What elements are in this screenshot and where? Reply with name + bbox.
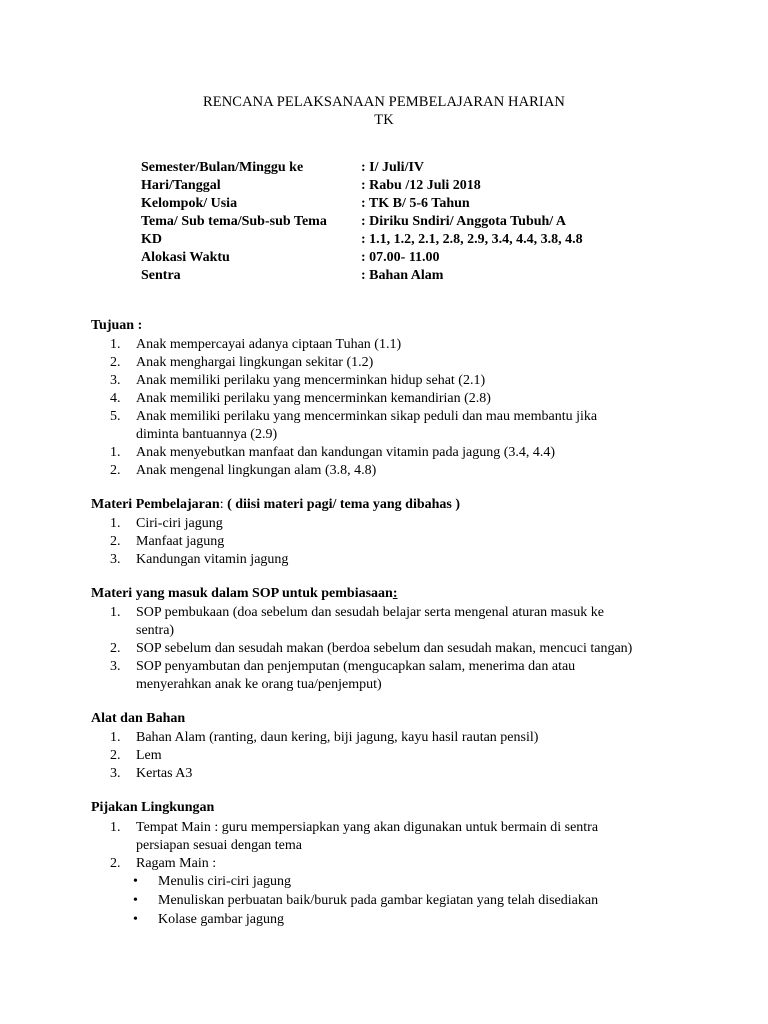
section-heading-sop (91, 586, 398, 602)
list-number: 4. (110, 391, 121, 406)
list-number: 2. (110, 534, 121, 549)
list-text: Kandungan vitamin jagung (136, 552, 289, 567)
list-number: 2. (110, 856, 121, 871)
heading-note: ( diisi materi pagi/ tema yang dibahas ) (227, 497, 461, 512)
list-text: menyerahkan anak ke orang tua/penjemput) (136, 677, 382, 692)
list-number: 3. (110, 552, 121, 567)
heading-colon: : (392, 586, 398, 601)
list-text: SOP sebelum dan sesudah makan (berdoa sebelum dan sesudah makan, mencuci tangan) (136, 641, 633, 656)
heading-text: Materi Pembelajaran (91, 497, 220, 512)
document-subtitle: TK (374, 112, 394, 128)
bullet-text: Menulis ciri-ciri jagung (158, 874, 291, 889)
list-number: 1. (110, 445, 121, 460)
bullet-icon: • (133, 912, 138, 927)
info-value: : Bahan Alam (361, 268, 444, 283)
info-label: Sentra (141, 268, 181, 283)
list-text: diminta bantuannya (2.9) (136, 427, 278, 442)
info-label: Hari/Tanggal (141, 178, 221, 193)
info-value: : Diriku Sndiri/ Anggota Tubuh/ A (361, 214, 567, 229)
list-number: 5. (110, 409, 121, 424)
info-value: : TK B/ 5-6 Tahun (361, 196, 470, 211)
info-label: KD (141, 232, 162, 247)
section-heading-materi (91, 497, 460, 513)
list-number: 2. (110, 748, 121, 763)
list-text: Anak menghargai lingkungan sekitar (1.2) (136, 355, 374, 370)
list-text: Lem (136, 748, 162, 763)
list-text: Anak mengenal lingkungan alam (3.8, 4.8) (136, 463, 377, 478)
section-heading-alat: Alat dan Bahan (91, 711, 186, 726)
list-text: Kertas A3 (136, 766, 193, 781)
list-number: 3. (110, 373, 121, 388)
info-value: : 1.1, 1.2, 2.1, 2.8, 2.9, 3.4, 4.4, 3.8, 4.8 (361, 232, 583, 247)
list-text: Anak memiliki perilaku yang mencerminkan sikap peduli dan mau membantu jika (136, 409, 598, 424)
info-label: Tema/ Sub tema/Sub-sub Tema (141, 214, 327, 229)
list-number: 2. (110, 463, 121, 478)
list-number: 1. (110, 337, 121, 352)
document-title: RENCANA PELAKSANAAN PEMBELAJARAN HARIAN (203, 94, 565, 110)
info-label: Kelompok/ Usia (141, 196, 238, 211)
bullet-icon: • (133, 893, 138, 908)
list-number: 2. (110, 641, 121, 656)
list-number: 2. (110, 355, 121, 370)
list-text: Ciri-ciri jagung (136, 516, 223, 531)
list-number: 1. (110, 730, 121, 745)
list-text: sentra) (136, 623, 175, 638)
list-text: Anak memiliki perilaku yang mencerminkan hidup sehat (2.1) (136, 373, 486, 388)
bullet-text: Menuliskan perbuatan baik/buruk pada gambar kegiatan yang telah disediakan (158, 893, 599, 908)
section-heading-pijakan: Pijakan Lingkungan (91, 800, 215, 815)
info-value: : 07.00- 11.00 (361, 250, 440, 265)
list-text: SOP penyambutan dan penjemputan (mengucapkan salam, menerima dan atau (136, 659, 576, 674)
list-text: Anak memiliki perilaku yang mencerminkan kemandirian (2.8) (136, 391, 491, 406)
heading-colon: : (219, 497, 228, 512)
list-text: Bahan Alam (ranting, daun kering, biji jagung, kayu hasil rautan pensil) (136, 730, 539, 745)
list-number: 1. (110, 516, 121, 531)
list-number: 1. (110, 820, 121, 835)
section-heading-tujuan: Tujuan : (91, 318, 143, 333)
list-text: SOP pembukaan (doa sebelum dan sesudah belajar serta mengenal aturan masuk ke (136, 605, 604, 620)
list-text: Anak mempercayai adanya ciptaan Tuhan (1.1) (136, 337, 402, 352)
info-label: Alokasi Waktu (141, 250, 230, 265)
list-text: Manfaat jagung (136, 534, 225, 549)
list-text: Anak menyebutkan manfaat dan kandungan vitamin pada jagung (3.4, 4.4) (136, 445, 556, 460)
info-label: Semester/Bulan/Minggu ke (141, 160, 304, 175)
info-value: : I/ Juli/IV (361, 160, 425, 175)
list-text: Ragam Main : (136, 856, 217, 871)
list-text: persiapan sesuai dengan tema (136, 838, 302, 853)
list-number: 3. (110, 659, 121, 674)
heading-text: Materi yang masuk dalam SOP untuk pembiasaan (91, 586, 393, 601)
list-number: 1. (110, 605, 121, 620)
bullet-text: Kolase gambar jagung (158, 912, 284, 927)
list-number: 3. (110, 766, 121, 781)
bullet-icon: • (133, 874, 138, 889)
info-value: : Rabu /12 Juli 2018 (361, 178, 481, 193)
list-text: Tempat Main : guru mempersiapkan yang akan digunakan untuk bermain di sentra (136, 820, 599, 835)
